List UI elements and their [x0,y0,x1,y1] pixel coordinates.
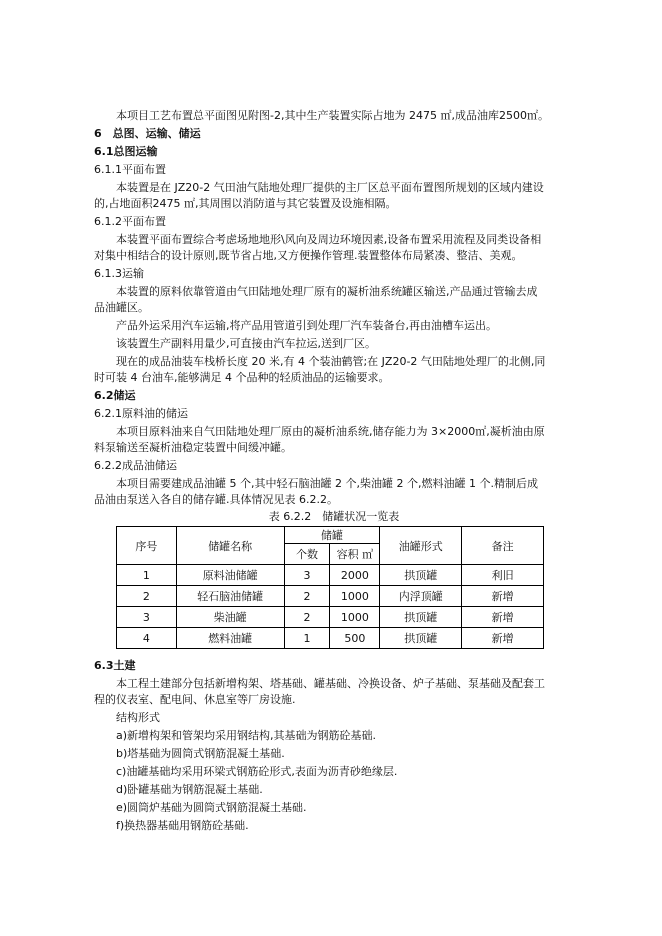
table-row [117,586,544,607]
text-line: 本工程土建部分包括新增构架、塔基础、罐基础、冷换设备、炉子基础、泵基础及配套工 [116,677,545,690]
section-heading: 6.3土建 [94,659,136,672]
text-line: 本项目需要建成品油罐 5 个,其中轻石脑油罐 2 个,柴油罐 2 个,燃料油罐 1 个.精制后成 [116,477,538,490]
table-row [117,565,544,586]
cell-count: 1 [284,628,330,649]
cell-volume: 1000 [330,607,380,628]
header-type: 油罐形式 [380,527,462,565]
header-seq: 序号 [117,527,177,565]
cell-type: 拱顶罐 [380,565,462,586]
cell-volume: 2000 [330,565,380,586]
cell-type: 拱顶罐 [380,628,462,649]
text-line: 产品外运采用汽车运输,将产品用管道引到处理厂汽车装备台,再由油槽车运出。 [116,319,497,332]
text-line: 本装置是在 JZ20-2 气田油气陆地处理厂提供的主厂区总平面布置图所规划的区域内建设 [116,181,544,194]
header-volume: 容积 ㎥ [330,544,380,565]
cell-count: 2 [284,586,330,607]
text-line: c)油罐基础均采用环梁式钢筋砼形式,表面为沥青砂绝缘层. [116,765,398,778]
storage-tank-table [116,526,544,649]
cell-name: 燃料油罐 [176,628,284,649]
cell-seq: 4 [117,628,177,649]
text-line: 品油由泵送入各自的储存罐.具体情况见表 6.2.2。 [94,493,338,506]
cell-name: 原料油储罐 [176,565,284,586]
header-name: 储罐名称 [176,527,284,565]
text-line: 本装置平面布置综合考虑场地地形\风向及周边环境因素,设备布置采用流程及同类设备相 [116,233,542,246]
text-line: 6.1.2平面布置 [94,215,166,228]
text-line: 现在的成品油装车栈桥长度 20 米,有 4 个装油鹤管;在 JZ20-2 气田陆地处理厂的北侧,同 [116,355,546,368]
text-line: 6.2.2成品油储运 [94,459,177,472]
text-line: 本装置的原料依靠管道由气田陆地处理厂原有的凝析油系统罐区输送,产品通过管输去成 [116,285,538,298]
cell-note: 新增 [462,607,544,628]
text-line: 6.1.1平面布置 [94,163,166,176]
text-line: 6.2.1原料油的储运 [94,407,188,420]
table-row [117,628,544,649]
text-line: 本项目工艺布置总平面图见附图-2,其中生产装置实际占地为 2475 ㎡,成品油库2500㎡。 [116,109,549,122]
text-line: 品油罐区。 [94,301,149,314]
cell-volume: 500 [330,628,380,649]
text-line: f)换热器基础用钢筋砼基础. [116,819,249,832]
text-line: 结构形式 [116,711,160,724]
text-line: 6.1.3运输 [94,267,144,280]
text-line: b)塔基础为圆筒式钢筋混凝土基础. [116,747,285,760]
text-line: 该装置生产副料用量少,可直接由汽车拉运,送到厂区。 [116,337,376,350]
text-line: e)圆筒炉基础为圆筒式钢筋混凝土基础. [116,801,307,814]
section-heading: 6.2储运 [94,389,136,402]
header-tank: 储罐 [284,527,380,544]
text-line: 时可装 4 台油车,能够满足 4 个品种的轻质油品的运输要求。 [94,371,390,384]
cell-count: 2 [284,607,330,628]
cell-note: 新增 [462,586,544,607]
text-line: a)新增构架和管架均采用钢结构,其基础为钢筋砼基础. [116,729,377,742]
cell-type: 内浮顶罐 [380,586,462,607]
cell-note: 新增 [462,628,544,649]
text-line: d)卧罐基础为钢筋混凝土基础. [116,783,263,796]
text-line: 对集中相结合的设计原则,既节省占地,又方便操作管理.装置整体布局紧凑、整洁、美观。 [94,249,523,262]
section-heading: 6 总图、运输、储运 [94,127,201,140]
section-heading: 6.1总图运输 [94,145,158,158]
cell-seq: 1 [117,565,177,586]
cell-volume: 1000 [330,586,380,607]
text-line: 的,占地面积2475 ㎡,其周围以消防道与其它装置及设施相隔。 [94,197,397,210]
text-line: 程的仪表室、配电间、休息室等厂房设施. [94,693,296,706]
cell-name: 轻石脑油储罐 [176,586,284,607]
header-count: 个数 [284,544,330,565]
cell-note: 利旧 [462,565,544,586]
text-line: 料泵输送至凝析油稳定装置中间缓冲罐。 [94,441,292,454]
table-caption: 表 6.2.2 储罐状况一览表 [268,510,400,523]
cell-name: 柴油罐 [176,607,284,628]
text-line: 本项目原料油来自气田陆地处理厂原由的凝析油系统,储存能力为 3×2000㎡,凝析油由原 [116,425,545,438]
header-note: 备注 [462,527,544,565]
cell-seq: 3 [117,607,177,628]
cell-count: 3 [284,565,330,586]
cell-seq: 2 [117,586,177,607]
cell-type: 拱顶罐 [380,607,462,628]
table-row [117,607,544,628]
